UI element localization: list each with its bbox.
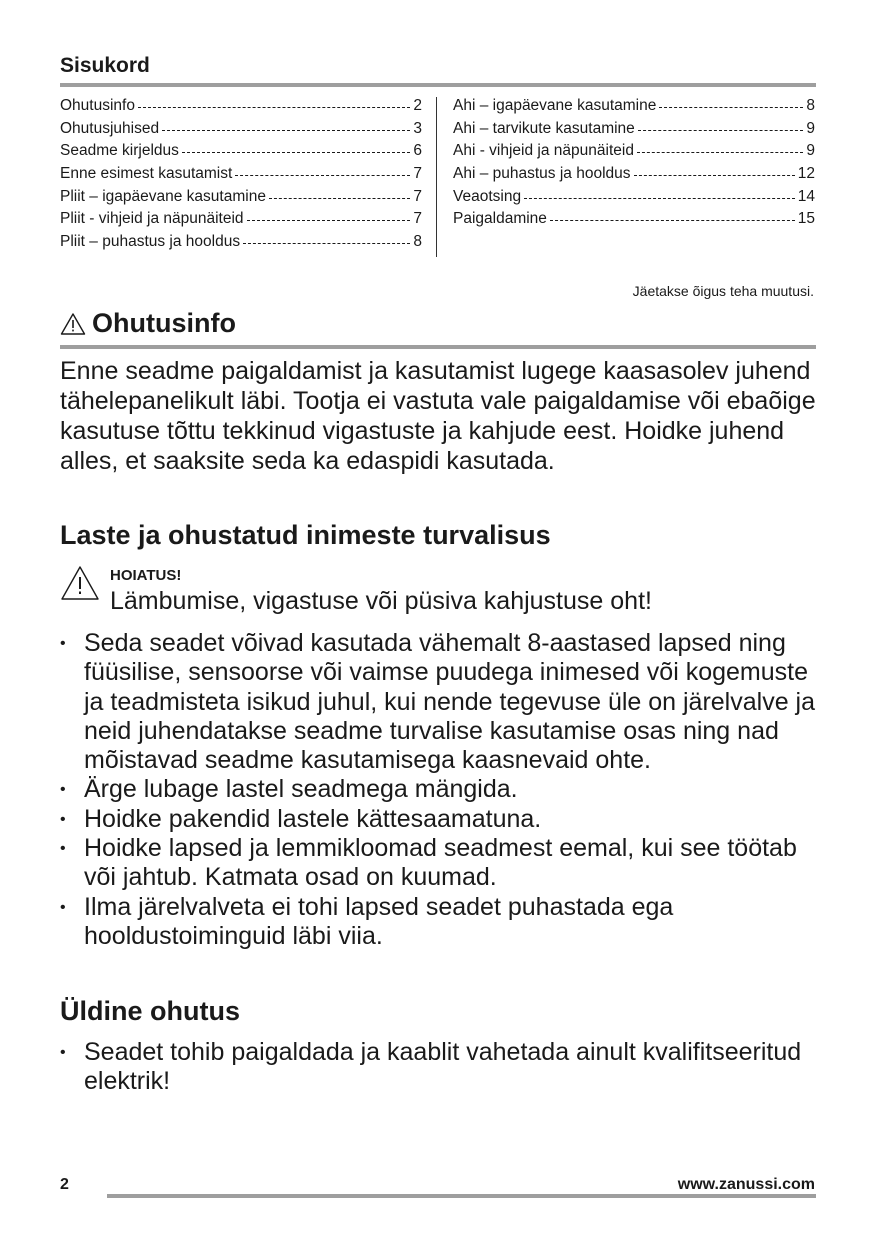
warning-triangle-icon	[60, 565, 100, 603]
list-item: • Seadet tohib paigaldada ja kaablit vahetada ainult kvalifitseeritud elektrik!	[60, 1038, 820, 1097]
toc-entry[interactable]: Enne esimest kasutamist 7	[60, 165, 422, 183]
toc-entry[interactable]: Veaotsing 14	[453, 187, 815, 205]
footer-url[interactable]: www.zanussi.com	[677, 1176, 815, 1193]
subsection-heading-children: Laste ja ohustatud inimeste turvalisus	[60, 520, 551, 550]
footer-rule	[107, 1194, 816, 1198]
list-item: • Ärge lubage lastel seadmega mängida.	[60, 775, 820, 804]
section-rule	[60, 345, 816, 349]
list-item: • Seda seadet võivad kasutada vähemalt 8-aastased lapsed ning füüsilise, sensoorse või vaimse puudega inimesed või kogemuste ja teadmisteta isikud juhul, kui nende tegevuse üle on järelvalve ja neid juhendatakse seadme turvalise kasutamise osas ning nad mõistavad seadme kasutamisega kaasnevaid ohte.	[60, 629, 820, 775]
warning-triangle-icon	[60, 312, 86, 336]
toc-column-divider	[436, 97, 437, 257]
section-title: Ohutusinfo	[92, 308, 236, 338]
list-item: • Hoidke pakendid lastele kättesaamatuna.	[60, 805, 820, 834]
list-item: • Ilma järelvalveta ei tohi lapsed seadet puhastada ega hooldustoiminguid läbi viia.	[60, 893, 820, 952]
toc-left-column	[60, 97, 422, 256]
toc-entry[interactable]: Paigaldamine 15	[453, 210, 815, 228]
toc-entry[interactable]: Pliit - vihjeid ja näpunäiteid 7	[60, 210, 422, 228]
toc-entry[interactable]: Ahi – igapäevane kasutamine 8	[453, 97, 815, 114]
toc-entry[interactable]: Ohutusjuhised 3	[60, 119, 422, 137]
warning-title: HOIATUS!	[110, 567, 182, 584]
section-heading-safety	[60, 308, 236, 339]
subsection-heading-general: Üldine ohutus	[60, 996, 240, 1026]
warning-text: Lämbumise, vigastuse või püsiva kahjustuse oht!	[110, 587, 652, 615]
toc-entry[interactable]: Pliit – igapäevane kasutamine 7	[60, 187, 422, 205]
toc-title-rule	[60, 83, 816, 87]
toc-entry[interactable]: Seadme kirjeldus 6	[60, 142, 422, 160]
toc-entry[interactable]: Ahi – puhastus ja hooldus 12	[453, 165, 815, 183]
toc-entry[interactable]: Ahi – tarvikute kasutamine 9	[453, 119, 815, 137]
page-number: 2	[60, 1176, 69, 1193]
toc-entry[interactable]: Pliit – puhastus ja hooldus 8	[60, 233, 422, 251]
list-item: • Hoidke lapsed ja lemmikloomad seadmest eemal, kui see töötab või jahtub. Katmata osad on kuumad.	[60, 834, 820, 893]
disclaimer: Jäetakse õigus teha muutusi.	[632, 283, 814, 299]
children-safety-list	[60, 629, 820, 951]
toc-entry[interactable]: Ahi - vihjeid ja näpunäiteid 9	[453, 142, 815, 160]
toc-entry[interactable]: Ohutusinfo 2	[60, 97, 422, 114]
toc-right-column	[453, 97, 815, 233]
toc-title: Sisukord	[60, 54, 150, 77]
intro-paragraph: Enne seadme paigaldamist ja kasutamist lugege kaasasolev juhend tähelepanelikult läbi. Tootja ei vastuta vale paigaldamise või ebaõige kasutuse tõttu tekkinud vigastuste ja kahjude eest. Hoidke juhend alles, et saaksite seda ka edaspidi kasutada.	[60, 357, 816, 475]
general-safety-list	[60, 1038, 820, 1097]
